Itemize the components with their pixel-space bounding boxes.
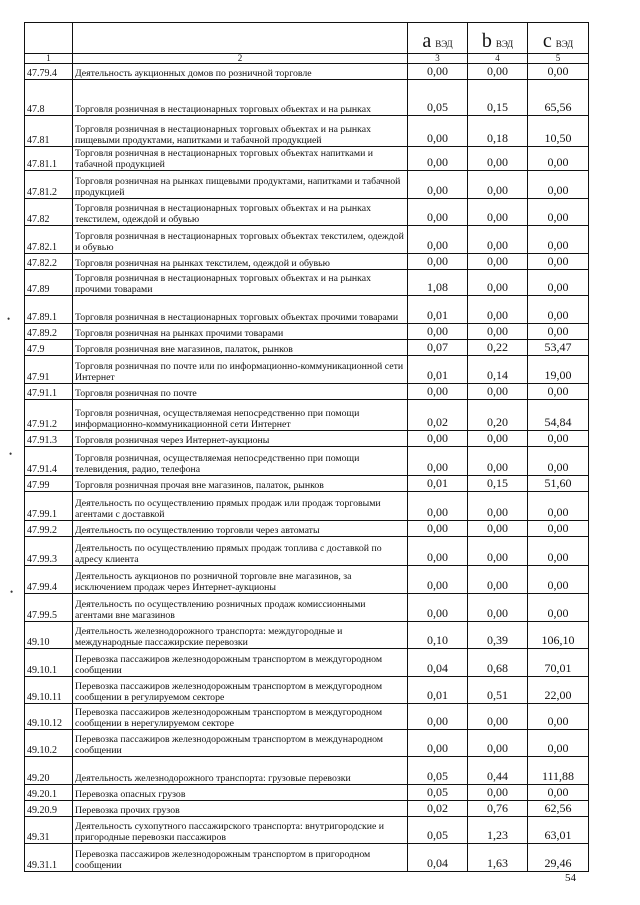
description-cell: Перевозка пассажиров железнодорожным транспортом в междугородном сообщении [73,649,408,677]
value-a-cell: 0,10 [408,622,468,649]
table-row [25,476,589,492]
value-b-cell: 0,00 [468,594,528,622]
table-row [25,704,589,730]
code-cell: 47.99.4 [25,566,73,594]
value-b-cell: 0,00 [468,226,528,254]
value-a-cell: 0,05 [408,817,468,844]
value-c-cell: 0,00 [528,730,589,757]
coefficients-table [24,22,589,872]
table-row [25,254,589,270]
value-a-cell: 1,08 [408,270,468,296]
value-c-cell: 111,88 [528,757,589,785]
value-a-cell: 0,00 [408,64,468,80]
code-cell: 47.91.4 [25,447,73,476]
header-a-cell: a ВЭД [408,23,468,54]
description-cell: Торговля розничная вне магазинов, палаток, рынков [73,340,408,356]
value-b-cell: 0,00 [468,147,528,171]
value-b-cell: 0,00 [468,785,528,801]
description-cell: Торговля розничная в нестационарных торговых объектах напитками и табачной продукцией [73,147,408,171]
value-a-cell: 0,01 [408,356,468,384]
value-c-cell: 106,10 [528,622,589,649]
col-number-1: 1 [25,54,73,64]
value-c-cell: 0,00 [528,199,589,226]
description-cell: Торговля розничная по почте или по информационно-коммуникационной сети Интернет [73,356,408,384]
table-row [25,521,589,537]
code-cell: 47.89.2 [25,324,73,340]
value-c-cell: 0,00 [528,566,589,594]
code-cell: 47.91.2 [25,400,73,431]
value-b-cell: 0,00 [468,270,528,296]
col-number-2: 2 [73,54,408,64]
value-c-cell: 0,00 [528,447,589,476]
description-cell: Торговля розничная, осуществляемая непосредственно при помощи телевидения, радио, телефона [73,447,408,476]
code-cell: 49.20.9 [25,801,73,817]
description-cell: Торговля розничная прочая вне магазинов, палаток, рынков [73,476,408,492]
page-number: 54 [565,872,576,884]
description-cell: Деятельность по осуществлению розничных продаж комиссионными агентами вне магазинов [73,594,408,622]
code-cell: 49.10.2 [25,730,73,757]
code-cell: 49.10.1 [25,649,73,677]
description-cell: Торговля розничная в нестационарных торговых объектах и на рынках прочими товарами [73,270,408,296]
description-cell: Деятельность по осуществлению прямых продаж топлива с доставкой по адресу клиента [73,537,408,566]
margin-mark: • [10,587,14,597]
code-cell: 47.82.2 [25,254,73,270]
value-c-cell: 0,00 [528,270,589,296]
table-row [25,64,589,80]
value-c-cell: 0,00 [528,431,589,447]
value-c-cell: 65,56 [528,80,589,116]
table-row [25,785,589,801]
value-c-cell: 0,00 [528,226,589,254]
value-b-cell: 1,23 [468,817,528,844]
table-header-row [25,23,589,54]
table-row [25,324,589,340]
margin-mark: • [9,449,13,459]
code-cell: 47.99.3 [25,537,73,566]
description-cell: Торговля розничная на рынках текстилем, одеждой и обувью [73,254,408,270]
table-row [25,537,589,566]
value-c-cell: 54,84 [528,400,589,431]
value-a-cell: 0,04 [408,844,468,872]
description-cell: Торговля розничная в нестационарных торговых объектах текстилем, одеждой и обувью [73,226,408,254]
description-cell: Деятельность аукционов по розничной торговле вне магазинов, за исключением продаж через Интернет-аукционы [73,566,408,594]
value-b-cell: 0,44 [468,757,528,785]
table-row [25,757,589,785]
value-a-cell: 0,00 [408,594,468,622]
description-cell: Торговля розничная через Интернет-аукционы [73,431,408,447]
header-desc-cell [73,23,408,54]
value-b-cell: 0,15 [468,476,528,492]
description-cell: Перевозка пассажиров железнодорожным транспортом в международном сообщении [73,730,408,757]
code-cell: 47.8 [25,80,73,116]
code-cell: 47.79.4 [25,64,73,80]
value-a-cell: 0,01 [408,296,468,324]
table-row [25,566,589,594]
value-b-cell: 0,00 [468,296,528,324]
header-code-cell [25,23,73,54]
description-cell: Торговля розничная, осуществляемая непосредственно при помощи информационно-коммуникационной сети Интернет [73,400,408,431]
table-row [25,270,589,296]
table-row [25,356,589,384]
value-a-cell: 0,00 [408,447,468,476]
value-a-cell: 0,00 [408,704,468,730]
table-row [25,80,589,116]
value-a-cell: 0,00 [408,171,468,199]
description-cell: Перевозка пассажиров железнодорожным транспортом в пригородном сообщении [73,844,408,872]
value-b-cell: 1,63 [468,844,528,872]
code-cell: 47.99.2 [25,521,73,537]
value-b-cell: 0,00 [468,447,528,476]
value-b-cell: 0,00 [468,704,528,730]
value-a-cell: 0,05 [408,80,468,116]
description-cell: Торговля розничная в нестационарных торговых объектах и на рынках текстилем, одеждой и обувью [73,199,408,226]
col-number-5: 5 [528,54,589,64]
value-b-cell: 0,00 [468,431,528,447]
description-cell: Деятельность железнодорожного транспорта: грузовые перевозки [73,757,408,785]
table-row [25,340,589,356]
table-row [25,817,589,844]
value-c-cell: 0,00 [528,254,589,270]
table-row [25,492,589,521]
code-cell: 49.10.11 [25,677,73,704]
description-cell: Перевозка прочих грузов [73,801,408,817]
description-cell: Торговля розничная по почте [73,384,408,400]
value-a-cell: 0,00 [408,537,468,566]
value-a-cell: 0,01 [408,677,468,704]
description-cell: Торговля розничная на рынках пищевыми продуктами, напитками и табачной продукцией [73,171,408,199]
value-c-cell: 0,00 [528,704,589,730]
description-cell: Перевозка пассажиров железнодорожным транспортом в междугородном сообщении в регулируемом секторе [73,677,408,704]
value-b-cell: 0,00 [468,730,528,757]
value-b-cell: 0,14 [468,356,528,384]
description-cell: Торговля розничная в нестационарных торговых объектах и на рынках [73,80,408,116]
description-cell: Деятельность аукционных домов по розничной торговле [73,64,408,80]
value-a-cell: 0,05 [408,757,468,785]
value-b-cell: 0,00 [468,171,528,199]
value-a-cell: 0,00 [408,492,468,521]
table-row [25,649,589,677]
description-cell: Деятельность железнодорожного транспорта: междугородные и международные пассажирские перевозки [73,622,408,649]
table-row [25,199,589,226]
header-c-cell: c ВЭД [528,23,589,54]
table-row [25,171,589,199]
code-cell: 49.10.12 [25,704,73,730]
value-b-cell: 0,18 [468,116,528,147]
margin-mark: • [7,314,11,324]
value-a-cell: 0,00 [408,147,468,171]
code-cell: 47.91 [25,356,73,384]
value-b-cell: 0,00 [468,566,528,594]
table-row [25,384,589,400]
code-cell: 49.20 [25,757,73,785]
value-a-cell: 0,00 [408,730,468,757]
table-row [25,594,589,622]
description-cell: Деятельность по осуществлению прямых продаж или продаж торговыми агентами с доставкой [73,492,408,521]
value-b-cell: 0,00 [468,521,528,537]
table-row [25,677,589,704]
value-a-cell: 0,02 [408,801,468,817]
value-a-cell: 0,00 [408,199,468,226]
value-a-cell: 0,00 [408,521,468,537]
value-c-cell: 0,00 [528,147,589,171]
value-a-cell: 0,00 [408,431,468,447]
code-cell: 49.10 [25,622,73,649]
code-cell: 47.99.1 [25,492,73,521]
description-cell: Перевозка пассажиров железнодорожным транспортом в междугородном сообщении в нерегулируемом секторе [73,704,408,730]
value-b-cell: 0,20 [468,400,528,431]
value-b-cell: 0,76 [468,801,528,817]
value-c-cell: 0,00 [528,296,589,324]
value-c-cell: 0,00 [528,171,589,199]
col-number-4: 4 [468,54,528,64]
value-b-cell: 0,22 [468,340,528,356]
description-cell: Торговля розничная в нестационарных торговых объектах прочими товарами [73,296,408,324]
value-b-cell: 0,00 [468,199,528,226]
value-c-cell: 0,00 [528,384,589,400]
value-a-cell: 0,01 [408,476,468,492]
code-cell: 47.89 [25,270,73,296]
value-b-cell: 0,39 [468,622,528,649]
code-cell: 49.31.1 [25,844,73,872]
table-row [25,147,589,171]
value-a-cell: 0,00 [408,324,468,340]
value-a-cell: 0,07 [408,340,468,356]
value-c-cell: 22,00 [528,677,589,704]
code-cell: 47.82 [25,199,73,226]
value-b-cell: 0,00 [468,537,528,566]
value-a-cell: 0,02 [408,400,468,431]
table-row [25,226,589,254]
value-c-cell: 0,00 [528,785,589,801]
description-cell: Торговля розничная в нестационарных торговых объектах и на рынках пищевыми продуктами, напитками и табачной продукцией [73,116,408,147]
value-b-cell: 0,00 [468,254,528,270]
code-cell: 47.81.1 [25,147,73,171]
value-b-cell: 0,00 [468,324,528,340]
value-b-cell: 0,68 [468,649,528,677]
column-number-row [25,54,589,64]
code-cell: 47.99 [25,476,73,492]
code-cell: 47.99.5 [25,594,73,622]
description-cell: Деятельность сухопутного пассажирского транспорта: внутригородские и пригородные перевозки пассажиров [73,817,408,844]
value-c-cell: 63,01 [528,817,589,844]
value-a-cell: 0,00 [408,384,468,400]
code-cell: 47.81 [25,116,73,147]
table-row [25,844,589,872]
value-c-cell: 51,60 [528,476,589,492]
code-cell: 47.91.1 [25,384,73,400]
value-b-cell: 0,00 [468,384,528,400]
value-c-cell: 29,46 [528,844,589,872]
value-a-cell: 0,00 [408,254,468,270]
table-row [25,431,589,447]
value-c-cell: 70,01 [528,649,589,677]
value-a-cell: 0,00 [408,566,468,594]
value-c-cell: 10,50 [528,116,589,147]
description-cell: Деятельность по осуществлению торговли через автоматы [73,521,408,537]
table-row [25,622,589,649]
value-a-cell: 0,00 [408,116,468,147]
value-a-cell: 0,05 [408,785,468,801]
value-c-cell: 53,47 [528,340,589,356]
value-b-cell: 0,00 [468,64,528,80]
value-b-cell: 0,15 [468,80,528,116]
value-c-cell: 19,00 [528,356,589,384]
value-c-cell: 0,00 [528,537,589,566]
code-cell: 47.9 [25,340,73,356]
value-b-cell: 0,51 [468,677,528,704]
description-cell: Перевозка опасных грузов [73,785,408,801]
code-cell: 47.82.1 [25,226,73,254]
value-c-cell: 0,00 [528,594,589,622]
value-a-cell: 0,00 [408,226,468,254]
value-c-cell: 0,00 [528,492,589,521]
value-c-cell: 0,00 [528,64,589,80]
table-row [25,730,589,757]
table-row [25,116,589,147]
value-c-cell: 62,56 [528,801,589,817]
description-cell: Торговля розничная на рынках прочими товарами [73,324,408,340]
code-cell: 47.89.1 [25,296,73,324]
code-cell: 49.31 [25,817,73,844]
table-row [25,400,589,431]
code-cell: 47.91.3 [25,431,73,447]
value-a-cell: 0,04 [408,649,468,677]
value-c-cell: 0,00 [528,324,589,340]
table-row [25,447,589,476]
table-row [25,801,589,817]
header-b-cell: b ВЭД [468,23,528,54]
value-c-cell: 0,00 [528,521,589,537]
code-cell: 47.81.2 [25,171,73,199]
col-number-3: 3 [408,54,468,64]
table-row [25,296,589,324]
code-cell: 49.20.1 [25,785,73,801]
value-b-cell: 0,00 [468,492,528,521]
